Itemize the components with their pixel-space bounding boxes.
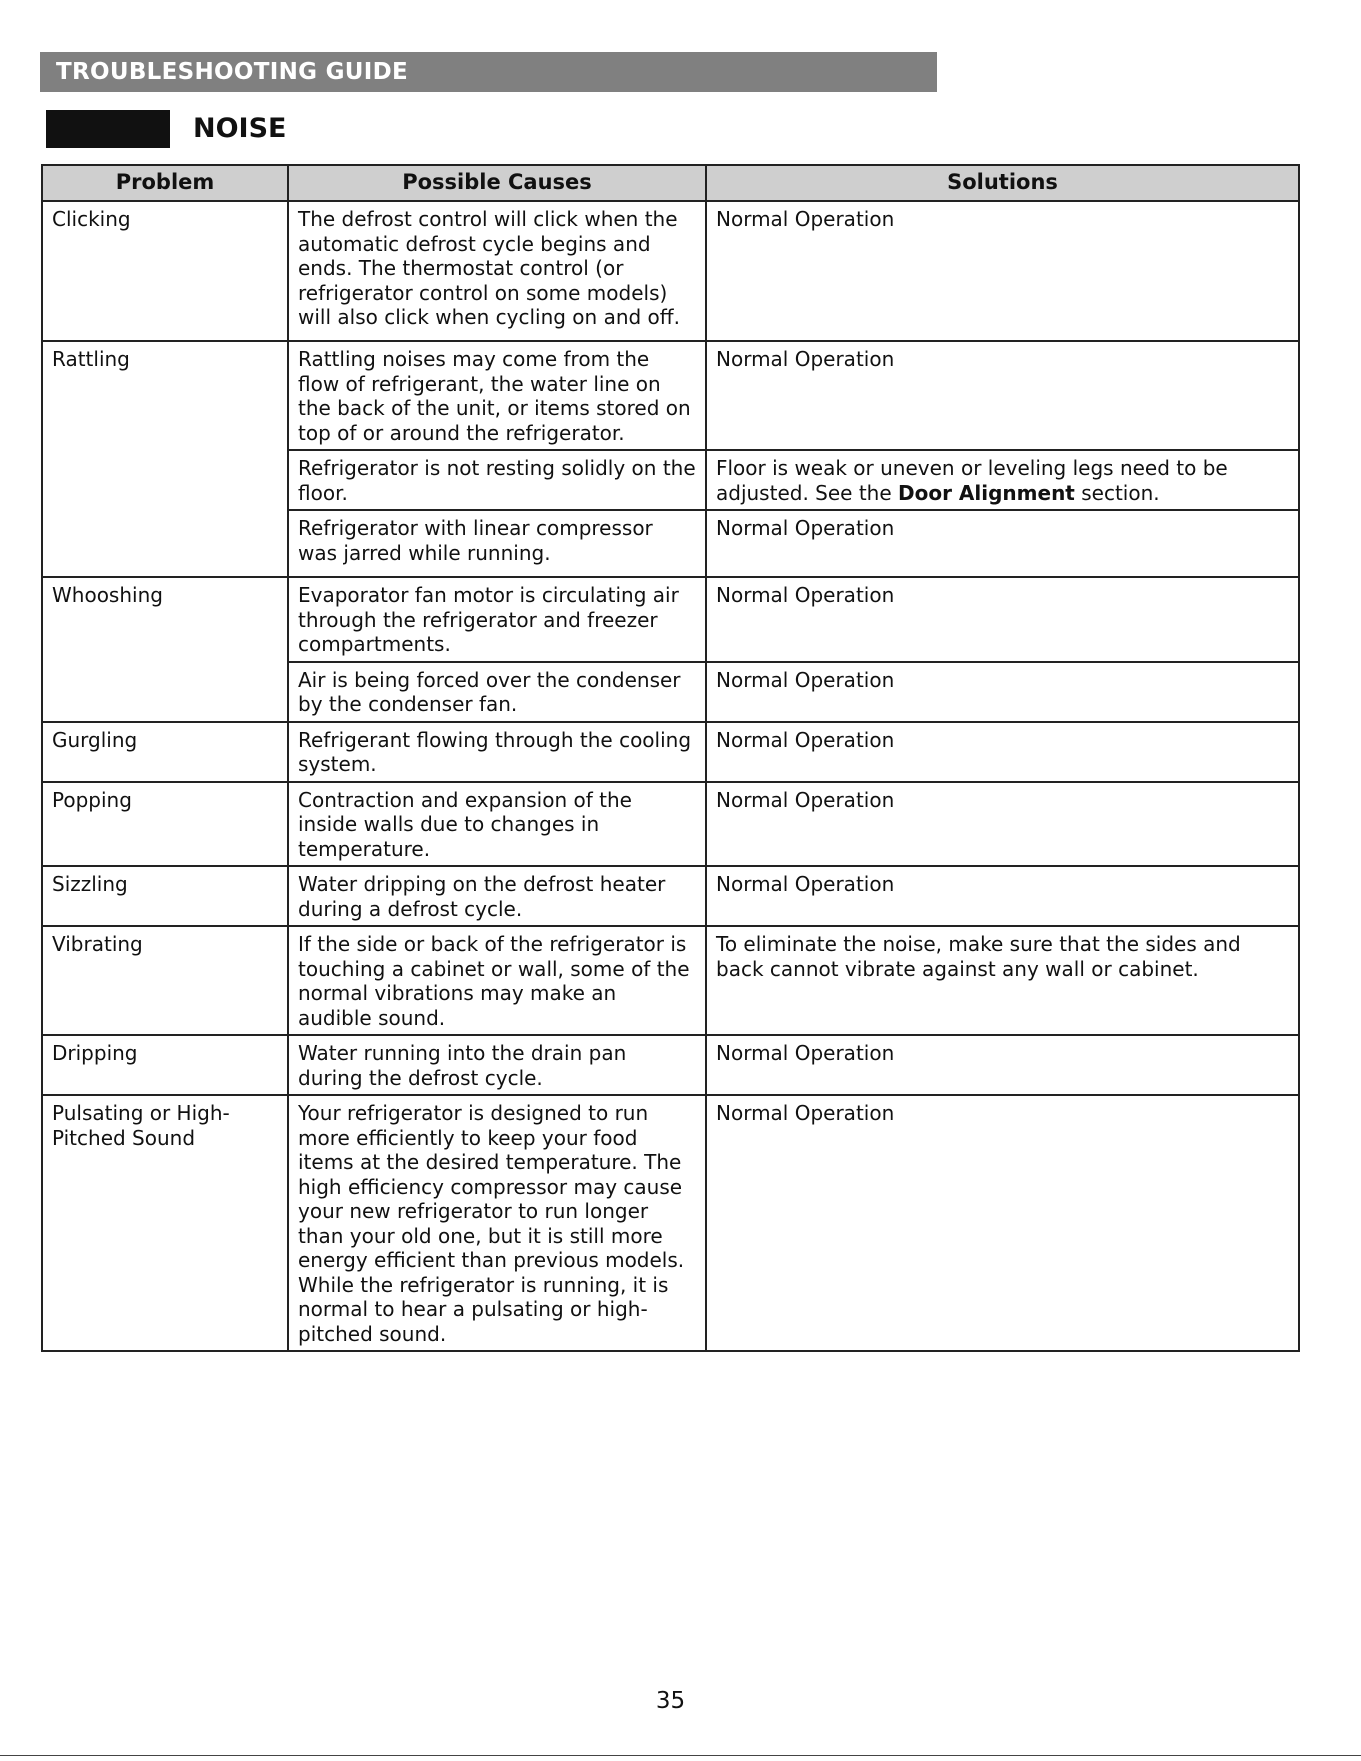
problem-cell: Popping xyxy=(42,782,288,867)
cause-cell: Water running into the drain pan during the defrost cycle. xyxy=(288,1035,706,1095)
solution-cell: Normal Operation xyxy=(706,341,1299,450)
table-header-row xyxy=(42,165,1299,201)
cause-cell: Refrigerant flowing through the cooling system. xyxy=(288,722,706,782)
solution-cell: Normal Operation xyxy=(706,201,1299,341)
cause-cell: Refrigerator with linear compressor was jarred while running. xyxy=(288,510,706,577)
table-row xyxy=(42,866,1299,926)
column-header-solutions: Solutions xyxy=(706,165,1299,201)
cause-cell: Your refrigerator is designed to run more efficiently to keep your food items at the desired temperature. The high efficiency compressor may cause your new refrigerator to run longer than your old one, but it is still more energy efficient than previous models. While the refrigerator is running, it is normal to hear a pulsating or high-pitched sound. xyxy=(288,1095,706,1351)
section-banner xyxy=(40,52,937,92)
page-bottom-rule xyxy=(0,1755,1361,1756)
solution-text: Floor is weak or uneven or leveling legs need to be adjusted. See the xyxy=(716,456,1228,505)
cause-cell: Contraction and expansion of the inside walls due to changes in temperature. xyxy=(288,782,706,867)
section-marker-block xyxy=(46,110,170,148)
troubleshooting-table xyxy=(41,164,1300,1352)
problem-cell: Pulsating or High-Pitched Sound xyxy=(42,1095,288,1351)
table-row xyxy=(42,577,1299,662)
page-title: NOISE xyxy=(193,113,287,144)
problem-cell: Gurgling xyxy=(42,722,288,782)
table-row xyxy=(42,926,1299,1035)
problem-cell: Clicking xyxy=(42,201,288,341)
cause-cell: Refrigerator is not resting solidly on the floor. xyxy=(288,450,706,510)
cause-cell: Air is being forced over the condenser by the condenser fan. xyxy=(288,662,706,722)
table-row xyxy=(42,1035,1299,1095)
problem-cell: Whooshing xyxy=(42,577,288,722)
column-header-causes: Possible Causes xyxy=(288,165,706,201)
table-row xyxy=(42,722,1299,782)
solution-text: section. xyxy=(1074,480,1160,505)
problem-cell: Rattling xyxy=(42,341,288,577)
problem-cell: Dripping xyxy=(42,1035,288,1095)
solution-cell: Normal Operation xyxy=(706,782,1299,867)
solution-cell: Normal Operation xyxy=(706,722,1299,782)
page-number: 35 xyxy=(655,1688,686,1714)
solution-cell: Normal Operation xyxy=(706,1035,1299,1095)
solution-cell: Normal Operation xyxy=(706,662,1299,722)
table-row xyxy=(42,341,1299,450)
problem-cell: Sizzling xyxy=(42,866,288,926)
cause-cell: If the side or back of the refrigerator is touching a cabinet or wall, some of the normal vibrations may make an audible sound. xyxy=(288,926,706,1035)
cause-cell: Water dripping on the defrost heater during a defrost cycle. xyxy=(288,866,706,926)
solution-cell: Normal Operation xyxy=(706,577,1299,662)
solution-cell: Normal Operation xyxy=(706,510,1299,577)
column-header-problem: Problem xyxy=(42,165,288,201)
section-label: TROUBLESHOOTING GUIDE xyxy=(56,59,409,85)
cause-cell: The defrost control will click when the automatic defrost cycle begins and ends. The thermostat control (or refrigerator control on some models) will also click when cycling on and off. xyxy=(288,201,706,341)
table-row xyxy=(42,201,1299,341)
solution-cell: To eliminate the noise, make sure that the sides and back cannot vibrate against any wall or cabinet. xyxy=(706,926,1299,1035)
cause-cell: Rattling noises may come from the flow of refrigerant, the water line on the back of the unit, or items stored on top of or around the refrigerator. xyxy=(288,341,706,450)
solution-cell: Normal Operation xyxy=(706,1095,1299,1351)
problem-cell: Vibrating xyxy=(42,926,288,1035)
door-alignment-reference: Door Alignment xyxy=(898,480,1075,505)
cause-cell: Evaporator fan motor is circulating air through the refrigerator and freezer compartments. xyxy=(288,577,706,662)
solution-cell xyxy=(706,450,1299,510)
table-row xyxy=(42,782,1299,867)
table-row xyxy=(42,1095,1299,1351)
solution-cell: Normal Operation xyxy=(706,866,1299,926)
